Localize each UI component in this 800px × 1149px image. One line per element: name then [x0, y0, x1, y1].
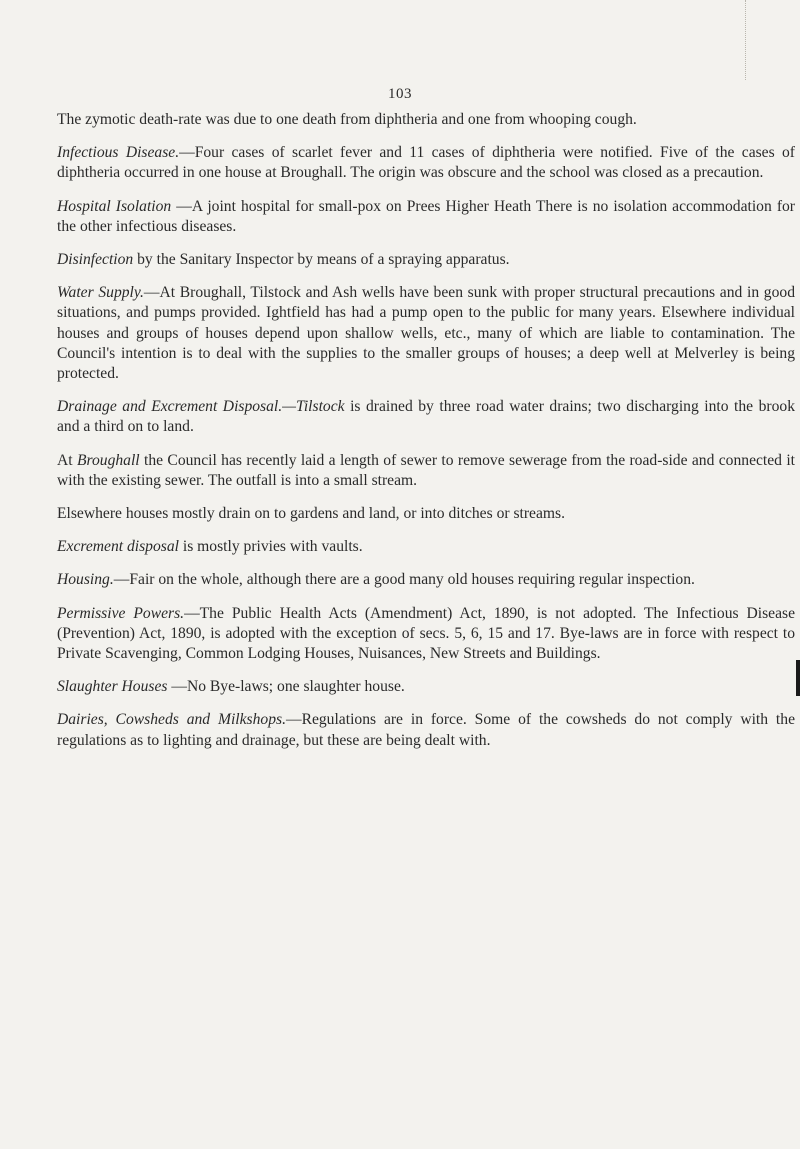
paragraph-housing [57, 570, 795, 590]
paragraph-text: —The Public Health Acts (Amendment) Act, 1890, is not adopted. The Infectious Disease (Prevention) Act, 1890, is adopted with the exception of secs. 5, 6, 15 and 17. Bye-laws are in force with respect to Private Scavenging, Common Lodging Houses, Nuisances, New Streets and Buildings. [57, 604, 796, 663]
paragraph-disinfection [57, 250, 795, 270]
paragraph-text: —A joint hospital for small-pox on Prees Higher Heath There is no isolation accommodation for the other infectious diseases. [57, 197, 795, 235]
paragraph-text: is mostly privies with vaults. [178, 538, 363, 556]
paragraph-slaughter-houses [57, 677, 795, 697]
paragraph-heading: Permissive Powers. [57, 604, 185, 622]
paragraph-heading: Water Supply. [57, 284, 144, 302]
binding-edge-mark [796, 660, 800, 696]
paragraph-text: —No Bye-laws; one slaughter house. [167, 678, 405, 696]
paragraph-heading: Infectious Disease. [57, 144, 180, 162]
paragraph-infectious-disease [57, 143, 795, 183]
paragraph-text: the Council has recently laid a length of sewer to remove sewerage from the road-side and connected it with the existing sewer. The outfall is into a small stream. [57, 451, 795, 489]
paragraph-drainage [57, 397, 795, 437]
paragraph-zymotic [57, 110, 795, 130]
page-body [57, 110, 795, 764]
page-number: 103 [388, 86, 412, 102]
paragraph-heading: Drainage and Excrement Disposal.—Tilstock [57, 398, 345, 416]
paragraph-heading: Dairies, Cowsheds and Milkshops. [57, 711, 286, 729]
paragraph-text: —Regulations are in force. Some of the cowsheds do not comply with the regulations as to lighting and drainage, but these are being dealt with. [57, 711, 795, 749]
paragraph-elsewhere [57, 504, 795, 524]
paragraph-heading: Hospital Isolation [57, 197, 172, 215]
paragraph-permissive-powers [57, 604, 795, 665]
paragraph-text: —At Broughall, Tilstock and Ash wells have been sunk with proper structural precautions and in good situations, and pumps provided. Ightfield has had a pump open to the public for many years. Elsewhere individual houses and groups of houses depend upon shallow wells, etc., many of which are liable to contamination. The Council's intention is to deal with the supplies to the smaller groups of houses; a deep well at Melverley is being protected. [57, 284, 795, 383]
paragraph-text: The zymotic death-rate was due to one death from diphtheria and one from whooping cough. [57, 111, 637, 128]
paragraph-heading: Disinfection [57, 251, 134, 269]
paragraph-heading: Slaughter Houses [57, 678, 168, 696]
paragraph-hospital-isolation [57, 197, 795, 237]
paragraph-excrement-disposal [57, 537, 795, 557]
paragraph-text: is drained by three road water drains; two discharging into the brook and a third on to land. [57, 398, 796, 436]
paragraph-text: Elsewhere houses mostly drain on to gardens and land, or into ditches or streams. [57, 505, 565, 523]
paragraph-prefix: At [57, 451, 77, 469]
paragraph-text: —Fair on the whole, although there are a good many old houses requiring regular inspection. [113, 571, 695, 589]
paragraph-broughall-sewer [57, 451, 795, 491]
paragraph-heading: Excrement disposal [57, 538, 179, 556]
paragraph-dairies [57, 710, 795, 750]
paragraph-text: by the Sanitary Inspector by means of a spraying apparatus. [133, 251, 510, 269]
paragraph-text: —Four cases of scarlet fever and 11 cases of diphtheria were notified. Five of the cases of diphtheria occurred in one house at Broughall. The origin was obscure and the school was closed as a precaution. [57, 144, 795, 182]
paragraph-heading: Housing. [57, 571, 114, 589]
paragraph-water-supply [57, 283, 795, 384]
scan-smudge [745, 0, 770, 80]
paragraph-place: Broughall [76, 451, 140, 469]
